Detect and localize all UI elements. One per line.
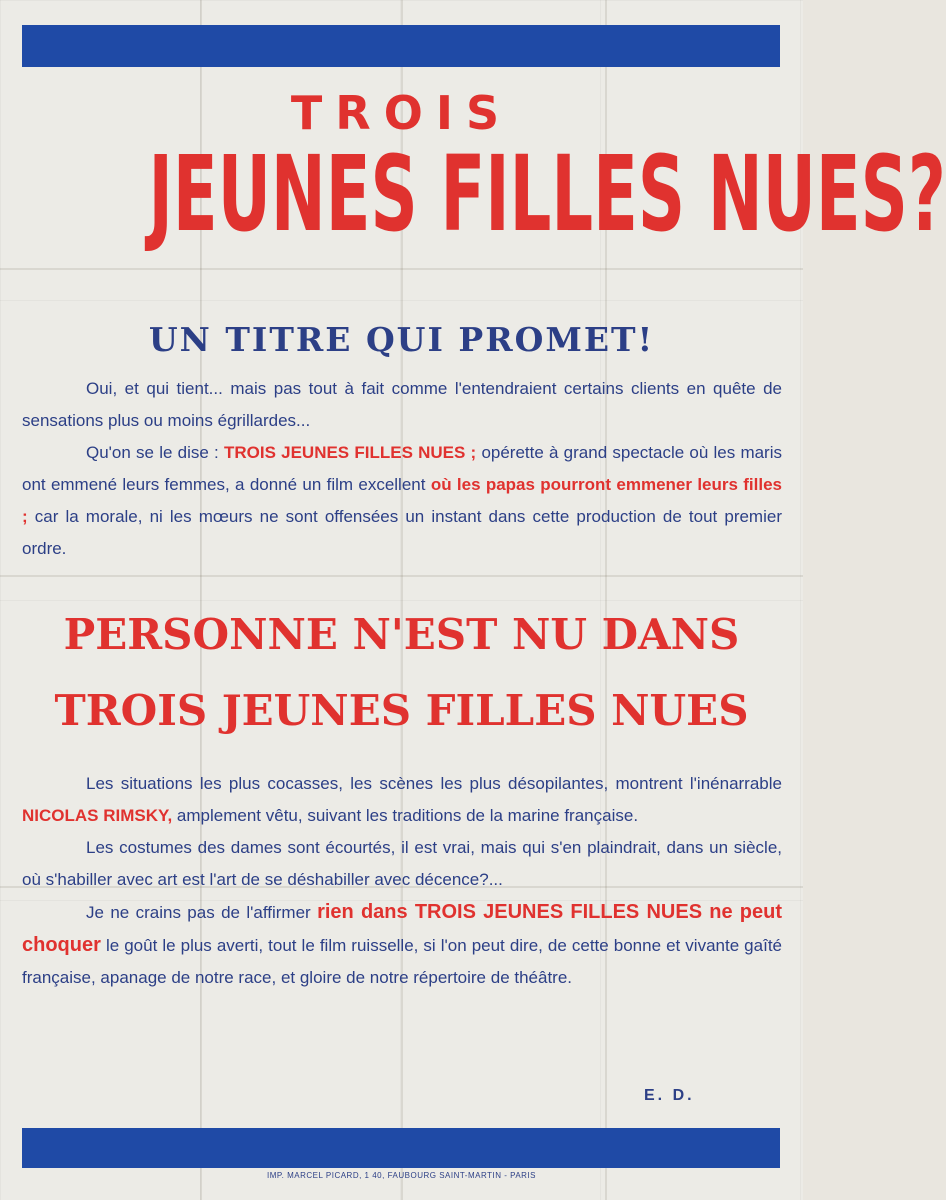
para2-text: Je ne crains pas de l'affirmer bbox=[86, 903, 311, 922]
para2-text: Les situations les plus cocasses, les scènes les plus désopilantes, montrent l'inénarrable bbox=[86, 774, 782, 793]
headline-line-2: TROIS JEUNES FILLES NUES bbox=[54, 686, 749, 735]
highlight-title: TROIS JEUNES FILLES NUES ; bbox=[223, 443, 477, 462]
top-blue-band bbox=[22, 25, 780, 67]
paragraph-1 bbox=[22, 373, 782, 565]
para1-text: car la morale, ni les mœurs ne sont offensées un instant dans cette production de tout premier ordre. bbox=[22, 507, 782, 558]
title-main: JEUNES FILLES NUES? bbox=[148, 133, 946, 255]
para2-text: amplement vêtu, suivant les traditions de la marine française. bbox=[176, 806, 639, 825]
title-trois: TROIS bbox=[290, 86, 513, 140]
fold-line bbox=[0, 575, 803, 577]
bottom-blue-band bbox=[22, 1128, 780, 1168]
highlight-rimsky: NICOLAS RIMSKY, bbox=[22, 806, 173, 825]
para1-text: opérette à grand spectacle où les maris ont emmené leurs femmes, a donné un film excellent bbox=[22, 443, 782, 494]
signature: E. D. bbox=[644, 1087, 695, 1104]
para2-costumes: Les costumes des dames sont écourtés, il est vrai, mais qui s'en plaindrait, dans un siècle, où s'habiller avec art est l'art de se déshabiller avec décence?... bbox=[22, 838, 782, 889]
highlight-papas: où les papas pourront emmener leurs filles ; bbox=[22, 475, 783, 526]
subtitle: UN TITRE QUI PROMET! bbox=[148, 320, 655, 359]
para1-intro: Oui, et qui tient... mais pas tout à fait comme l'entendraient certains clients en quête de sensations plus ou moins égrillardes... bbox=[22, 379, 782, 430]
para1-text: Qu'on se le dise : bbox=[86, 443, 219, 462]
para2-text: le goût le plus averti, tout le film ruisselle, si l'on peut dire, de cette bonne et vivante gaîté française, apanage de notre race, et gloire de notre répertoire de théâtre. bbox=[22, 936, 782, 987]
headline-line-1: PERSONNE N'EST NU DANS bbox=[63, 610, 740, 659]
fold-line bbox=[0, 268, 803, 270]
paragraph-2 bbox=[22, 768, 782, 994]
printer-credit: IMP. MARCEL PICARD, 1 40, FAUBOURG SAINT-MARTIN - PARIS bbox=[266, 1171, 537, 1180]
highlight-rien: rien dans TROIS JEUNES FILLES NUES ne peut choquer bbox=[22, 901, 782, 956]
